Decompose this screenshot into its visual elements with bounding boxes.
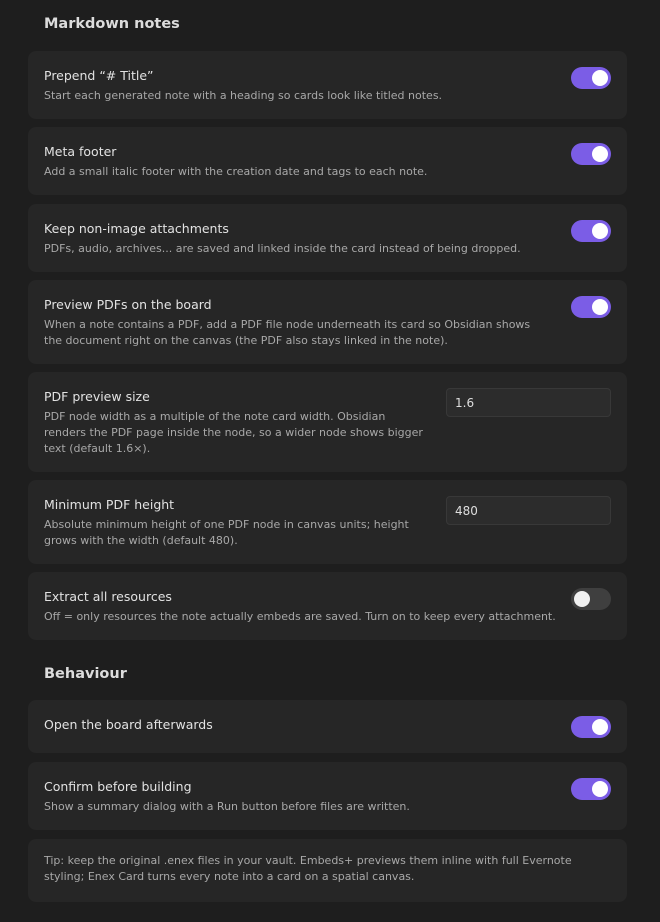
tip-box (28, 839, 627, 902)
min-pdf-height-input[interactable] (446, 496, 611, 525)
extract-resources-toggle[interactable] (571, 588, 611, 610)
pdf-preview-size-input[interactable] (446, 388, 611, 417)
setting-description: Start each generated note with a heading so cards look like titled notes. (44, 89, 443, 102)
setting-description: Show a summary dialog with a Run button before files are written. (44, 800, 410, 813)
setting-min-pdf-height (28, 480, 627, 564)
confirm-building-toggle[interactable] (571, 778, 611, 800)
setting-description: When a note contains a PDF, add a PDF file node underneath its card so Obsidian shows the document right on the canvas (the PDF also stays linked in the note). (44, 318, 531, 347)
section-title-behaviour: Behaviour (44, 666, 127, 682)
setting-pdf-preview-size (28, 372, 627, 472)
setting-name: Preview PDFs on the board (44, 297, 212, 312)
setting-name: Open the board afterwards (44, 717, 213, 732)
open-board-toggle[interactable] (571, 716, 611, 738)
prepend-title-toggle[interactable] (571, 67, 611, 89)
setting-description: PDF node width as a multiple of the note card width. Obsidian renders the PDF page inside the node, so a wider node shows bigger text (default 1.6×). (44, 410, 423, 455)
toggle-knob (592, 223, 608, 239)
setting-prepend-title (28, 51, 627, 119)
toggle-knob (592, 146, 608, 162)
setting-description: Absolute minimum height of one PDF node in canvas units; height grows with the width (default 480). (44, 518, 409, 547)
setting-name: Minimum PDF height (44, 497, 175, 512)
setting-name: Confirm before building (44, 779, 192, 794)
toggle-knob (574, 591, 590, 607)
setting-name: Keep non-image attachments (44, 221, 229, 236)
meta-footer-toggle[interactable] (571, 143, 611, 165)
setting-preview-pdfs (28, 280, 627, 364)
toggle-knob (592, 299, 608, 315)
setting-extract-resources (28, 572, 627, 640)
setting-description: Off = only resources the note actually embeds are saved. Turn on to keep every attachment. (44, 610, 556, 623)
setting-open-board (28, 700, 627, 753)
setting-name: Meta footer (44, 144, 117, 159)
toggle-knob (592, 719, 608, 735)
keep-attachments-toggle[interactable] (571, 220, 611, 242)
setting-name: Prepend “# Title” (44, 68, 154, 83)
setting-name: PDF preview size (44, 389, 150, 404)
setting-keep-attachments (28, 204, 627, 272)
setting-description: PDFs, audio, archives... are saved and linked inside the card instead of being dropped. (44, 242, 521, 255)
section-title-markdown-notes: Markdown notes (44, 16, 180, 32)
preview-pdfs-toggle[interactable] (571, 296, 611, 318)
setting-meta-footer (28, 127, 627, 195)
setting-description: Add a small italic footer with the creation date and tags to each note. (44, 165, 428, 178)
toggle-knob (592, 781, 608, 797)
toggle-knob (592, 70, 608, 86)
tip-text: Tip: keep the original .enex files in your vault. Embeds+ previews them inline with full Evernote styling; Enex Card turns every note into a card on a spatial canvas. (44, 854, 572, 883)
setting-name: Extract all resources (44, 589, 172, 604)
setting-confirm-building (28, 762, 627, 830)
